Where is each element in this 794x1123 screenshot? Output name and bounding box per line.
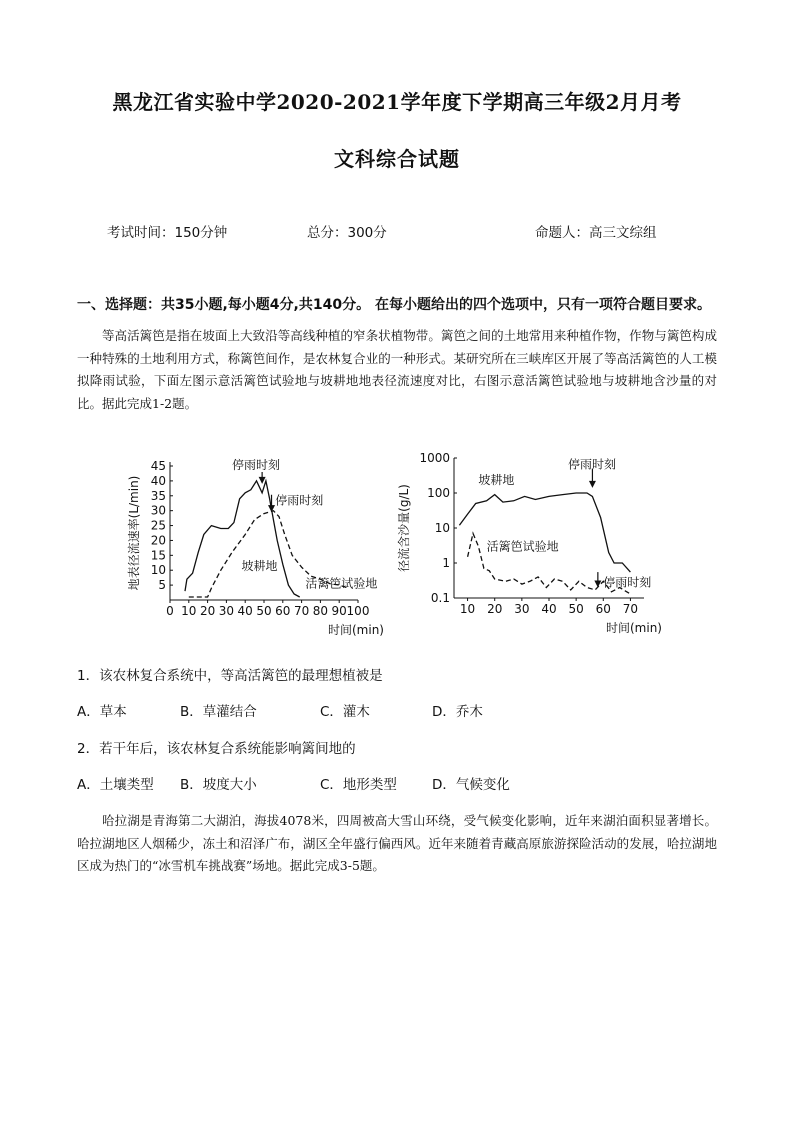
sediment-content-chart bbox=[392, 450, 682, 640]
stop-rain-arrow-head bbox=[589, 481, 596, 488]
x-tick-label: 30 bbox=[514, 602, 530, 616]
x-tick-label: 50 bbox=[256, 604, 272, 618]
y-tick-label: 0.1 bbox=[430, 591, 450, 605]
annotation-label: 停雨时刻 bbox=[568, 457, 617, 472]
x-tick-label: 10 bbox=[181, 604, 197, 618]
x-tick-label: 90 bbox=[331, 604, 347, 618]
total-score: 总分：300分 bbox=[307, 225, 387, 241]
question-2-stem: 2．若干年后，该农林复合系统能影响篱间地的 bbox=[77, 741, 356, 757]
x-tick-label: 80 bbox=[312, 604, 329, 618]
series-label: 坡耕地 bbox=[478, 473, 515, 488]
series-line-0 bbox=[459, 493, 630, 572]
page-title: 黑龙江省实验中学2020-2021学年度下学期高三年级2月月考 bbox=[112, 90, 682, 114]
question-1-option-c: C．灌木 bbox=[320, 704, 370, 720]
series-label: 活篱笆试验地 bbox=[486, 539, 559, 554]
x-tick-label: 60 bbox=[275, 604, 291, 618]
y-tick-label: 20 bbox=[150, 533, 166, 548]
series-label: 坡耕地 bbox=[241, 559, 278, 574]
x-tick-label: 60 bbox=[595, 602, 611, 616]
x-tick-label: 40 bbox=[237, 604, 253, 618]
y-axis-label: 地表径流速率(L/min) bbox=[127, 475, 141, 591]
y-tick-label: 100 bbox=[427, 486, 450, 500]
question-1-option-b: B．草灌结合 bbox=[180, 704, 257, 720]
y-axis-label: 径流含沙量(g/L) bbox=[397, 484, 411, 572]
y-tick-label: 45 bbox=[150, 459, 166, 473]
x-tick-label: 70 bbox=[622, 602, 639, 616]
y-tick-label: 30 bbox=[150, 503, 166, 518]
author: 命题人：高三文综组 bbox=[535, 225, 657, 241]
y-tick-label: 40 bbox=[150, 473, 166, 488]
runoff-rate-chart bbox=[120, 450, 410, 640]
question-2-option-b: B．坡度大小 bbox=[180, 777, 257, 793]
stop-rain-arrow-head bbox=[259, 477, 266, 484]
question-1-option-d: D．乔木 bbox=[432, 704, 483, 720]
x-tick-label: 100 bbox=[346, 604, 370, 618]
x-tick-label: 50 bbox=[568, 602, 584, 616]
exam-time: 考试时间：150分钟 bbox=[107, 225, 228, 241]
question-2-option-c: C．地形类型 bbox=[320, 777, 397, 793]
x-tick-label: 70 bbox=[293, 604, 310, 618]
x-tick-label: 20 bbox=[487, 602, 503, 616]
y-tick-label: 10 bbox=[434, 521, 450, 535]
y-tick-label: 15 bbox=[150, 548, 166, 563]
y-tick-label: 1 bbox=[442, 556, 450, 570]
x-tick-label: 40 bbox=[541, 602, 557, 616]
annotation-label: 停雨时刻 bbox=[275, 493, 324, 508]
page-subtitle: 文科综合试题 bbox=[334, 147, 460, 171]
x-tick-label: 0 bbox=[166, 604, 174, 618]
annotation-label: 停雨时刻 bbox=[603, 575, 652, 590]
x-axis-label: 时间(min) bbox=[606, 621, 662, 635]
question-2-option-d: D．气候变化 bbox=[432, 777, 510, 793]
y-tick-label: 25 bbox=[150, 518, 166, 533]
x-tick-label: 30 bbox=[218, 604, 235, 618]
y-tick-label: 1000 bbox=[419, 451, 450, 465]
question-1-option-a: A．草本 bbox=[77, 704, 127, 720]
y-tick-label: 10 bbox=[150, 563, 166, 578]
x-tick-label: 10 bbox=[459, 602, 476, 616]
x-axis-label: 时间(min) bbox=[328, 623, 384, 637]
stop-rain-arrow-head bbox=[594, 580, 601, 587]
question-2-option-a: A．土壤类型 bbox=[77, 777, 154, 793]
passage-2: 哈拉湖是青海第二大湖泊，海拔4078米，四周被高大雪山环绕，受气候变化影响，近年来湖泊面积显著增长。哈拉湖地区人烟稀少，冻土和沼泽广布，湖区全年盛行偏西风。近年来随着青藏高原旅游探险活动的发展，哈拉湖地区成为热门的“冰雪机车挑战赛”场地。据此完成3-5题。 bbox=[77, 813, 717, 873]
y-tick-label: 35 bbox=[150, 488, 166, 503]
section-heading: 一、选择题：共35小题,每小题4分,共140分。 在每小题给出的四个选项中，只有一项符合题目要求。 bbox=[77, 297, 711, 313]
question-1-stem: 1．该农林复合系统中，等高活篱笆的最理想植被是 bbox=[77, 668, 383, 684]
x-tick-label: 20 bbox=[199, 604, 216, 618]
annotation-label: 停雨时刻 bbox=[232, 458, 281, 472]
series-label: 活篱笆试验地 bbox=[305, 576, 378, 591]
y-tick-label: 5 bbox=[158, 578, 166, 593]
passage-1: 等高活篱笆是指在坡面上大致沿等高线种植的窄条状植物带。篱笆之间的土地常用来种植作物，作物与篱笆构成一种特殊的土地利用方式，称篱笆间作，是农林复合业的一种形式。某研究所在三峡库区开展了等高活篱笆的人工模拟降雨试验，下面左图示意活篱笆试验地与坡耕地地表径流速度对比，右图示意活篱笆试验地与坡耕地含沙量的对比。据此完成1-2题。 bbox=[77, 328, 717, 411]
